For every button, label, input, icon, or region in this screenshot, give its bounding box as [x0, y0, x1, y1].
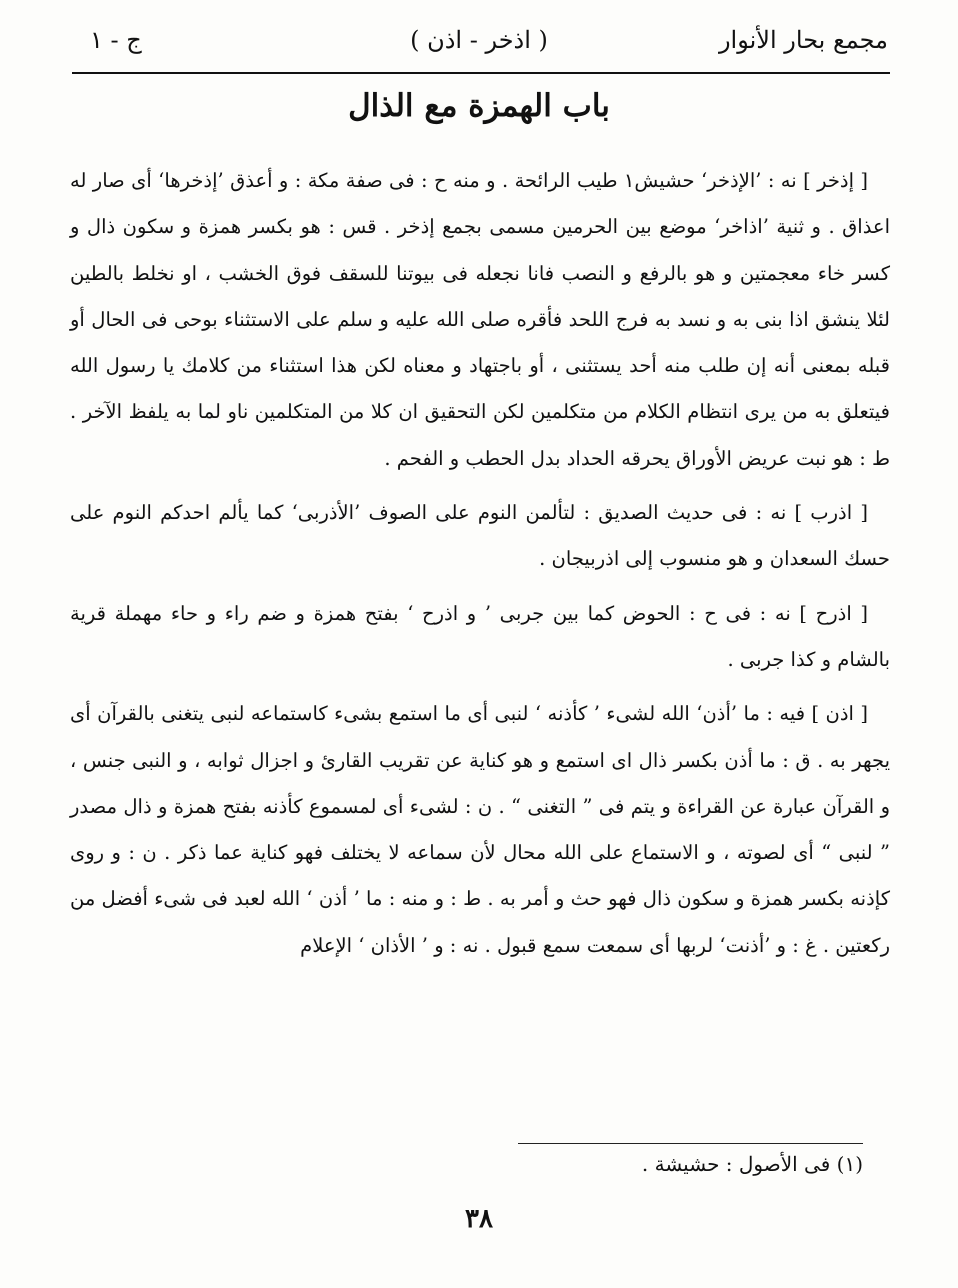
volume-number: ج - ١ — [90, 26, 142, 54]
book-title: مجمع بحار الأنوار — [718, 26, 888, 54]
entry-idhrab: [ اذرب ] نه : فى حديث الصديق : لتألمن النوم على الصوف ’الأذربى‘ كما يألم احدكم النوم على حسك السعدان و هو منسوب إلى اذربيجان . — [70, 501, 890, 571]
entry-idhn: [ اذن ] فيه : ما ’أذن‘ الله لشىء ’ كأذنه ‘ لنبى أى ما استمع بشىء كاستماعه لنبى يتغنى بالقرآن أى يجهر به . ق : ما أذن بكسر ذال اى استمع و هو كناية عن تقريب القارئ و اجزال ثوابه ، و النبى جنس ، و القرآن عبارة عن القراءة و يتم فى ” التغنى “ . ن : لشىء أى لمسموع كأذنه بفتح همزة و ذال مصدر ” لنبى “ أى لصوته ، و الاستماع على الله محال لأن سماعه لا يختلف فهو كناية عما ذكر . ن : و روى كإذنه بكسر همزة و سكون ذال فهو حث و أمر به . ط : و منه : ما ’ أذن ‘ الله لعبد فى شىء أفضل من ركعتين . غ : و ’أذنت‘ لربها أى سمعت سمع قبول . نه : و ’ الأذان ‘ الإعلام — [70, 702, 890, 957]
main-text — [70, 158, 890, 977]
header-rule — [72, 72, 890, 74]
footnote: (١) فى الأصول : حشيشة . — [641, 1152, 863, 1176]
running-header — [70, 18, 888, 70]
entry-idhkhir: [ إذخر ] نه : ’الإذخر‘ حشيش١ طيب الرائحة . و منه ح : فى صفة مكة : و أعذق ’إذخرها‘ أى صار له اعذاق . و ثنية ’اذاخر‘ موضع بين الحرمين مسمى بجمع إذخر . قس : هو بكسر همزة و سكون ذال و كسر خاء معجمتين و هو بالرفع و النصب فانا نجعله فى بيوتنا للسقف فوق الخشب ، او نخلط بالطين لئلا ينشق اذا بنى به و نسد به فرج اللحد فأقره صلى الله عليه و سلم على الاستثناء بوحى فى الحال أو قبله بمعنى أنه إن طلب منه أحد يستثنى ، أو باجتهاد و معناه لكن هذا استثناء من كلامك يا رسول الله فيتعلق به من يرى انتظام الكلام من متكلمين لكن التحقيق ان كلا من المتكلمين ناو لما به يلفظ الآخر . ط : هو نبت عريض الأوراق يحرقه الحداد بدل الحطب و الفحم . — [70, 169, 890, 470]
footnote-rule — [518, 1143, 863, 1144]
entry-idhruh: [ اذرح ] نه : فى ح : الحوض كما بين جربى ’ و اذرح ‘ بفتح همزة و ضم راء و حاء مهملة قرية بالشام و كذا جربى . — [70, 601, 890, 671]
page-number: ٣٨ — [465, 1204, 493, 1234]
entry-range: ( اذخر - اذن ) — [410, 26, 548, 54]
chapter-title: باب الهمزة مع الذال — [348, 88, 610, 124]
